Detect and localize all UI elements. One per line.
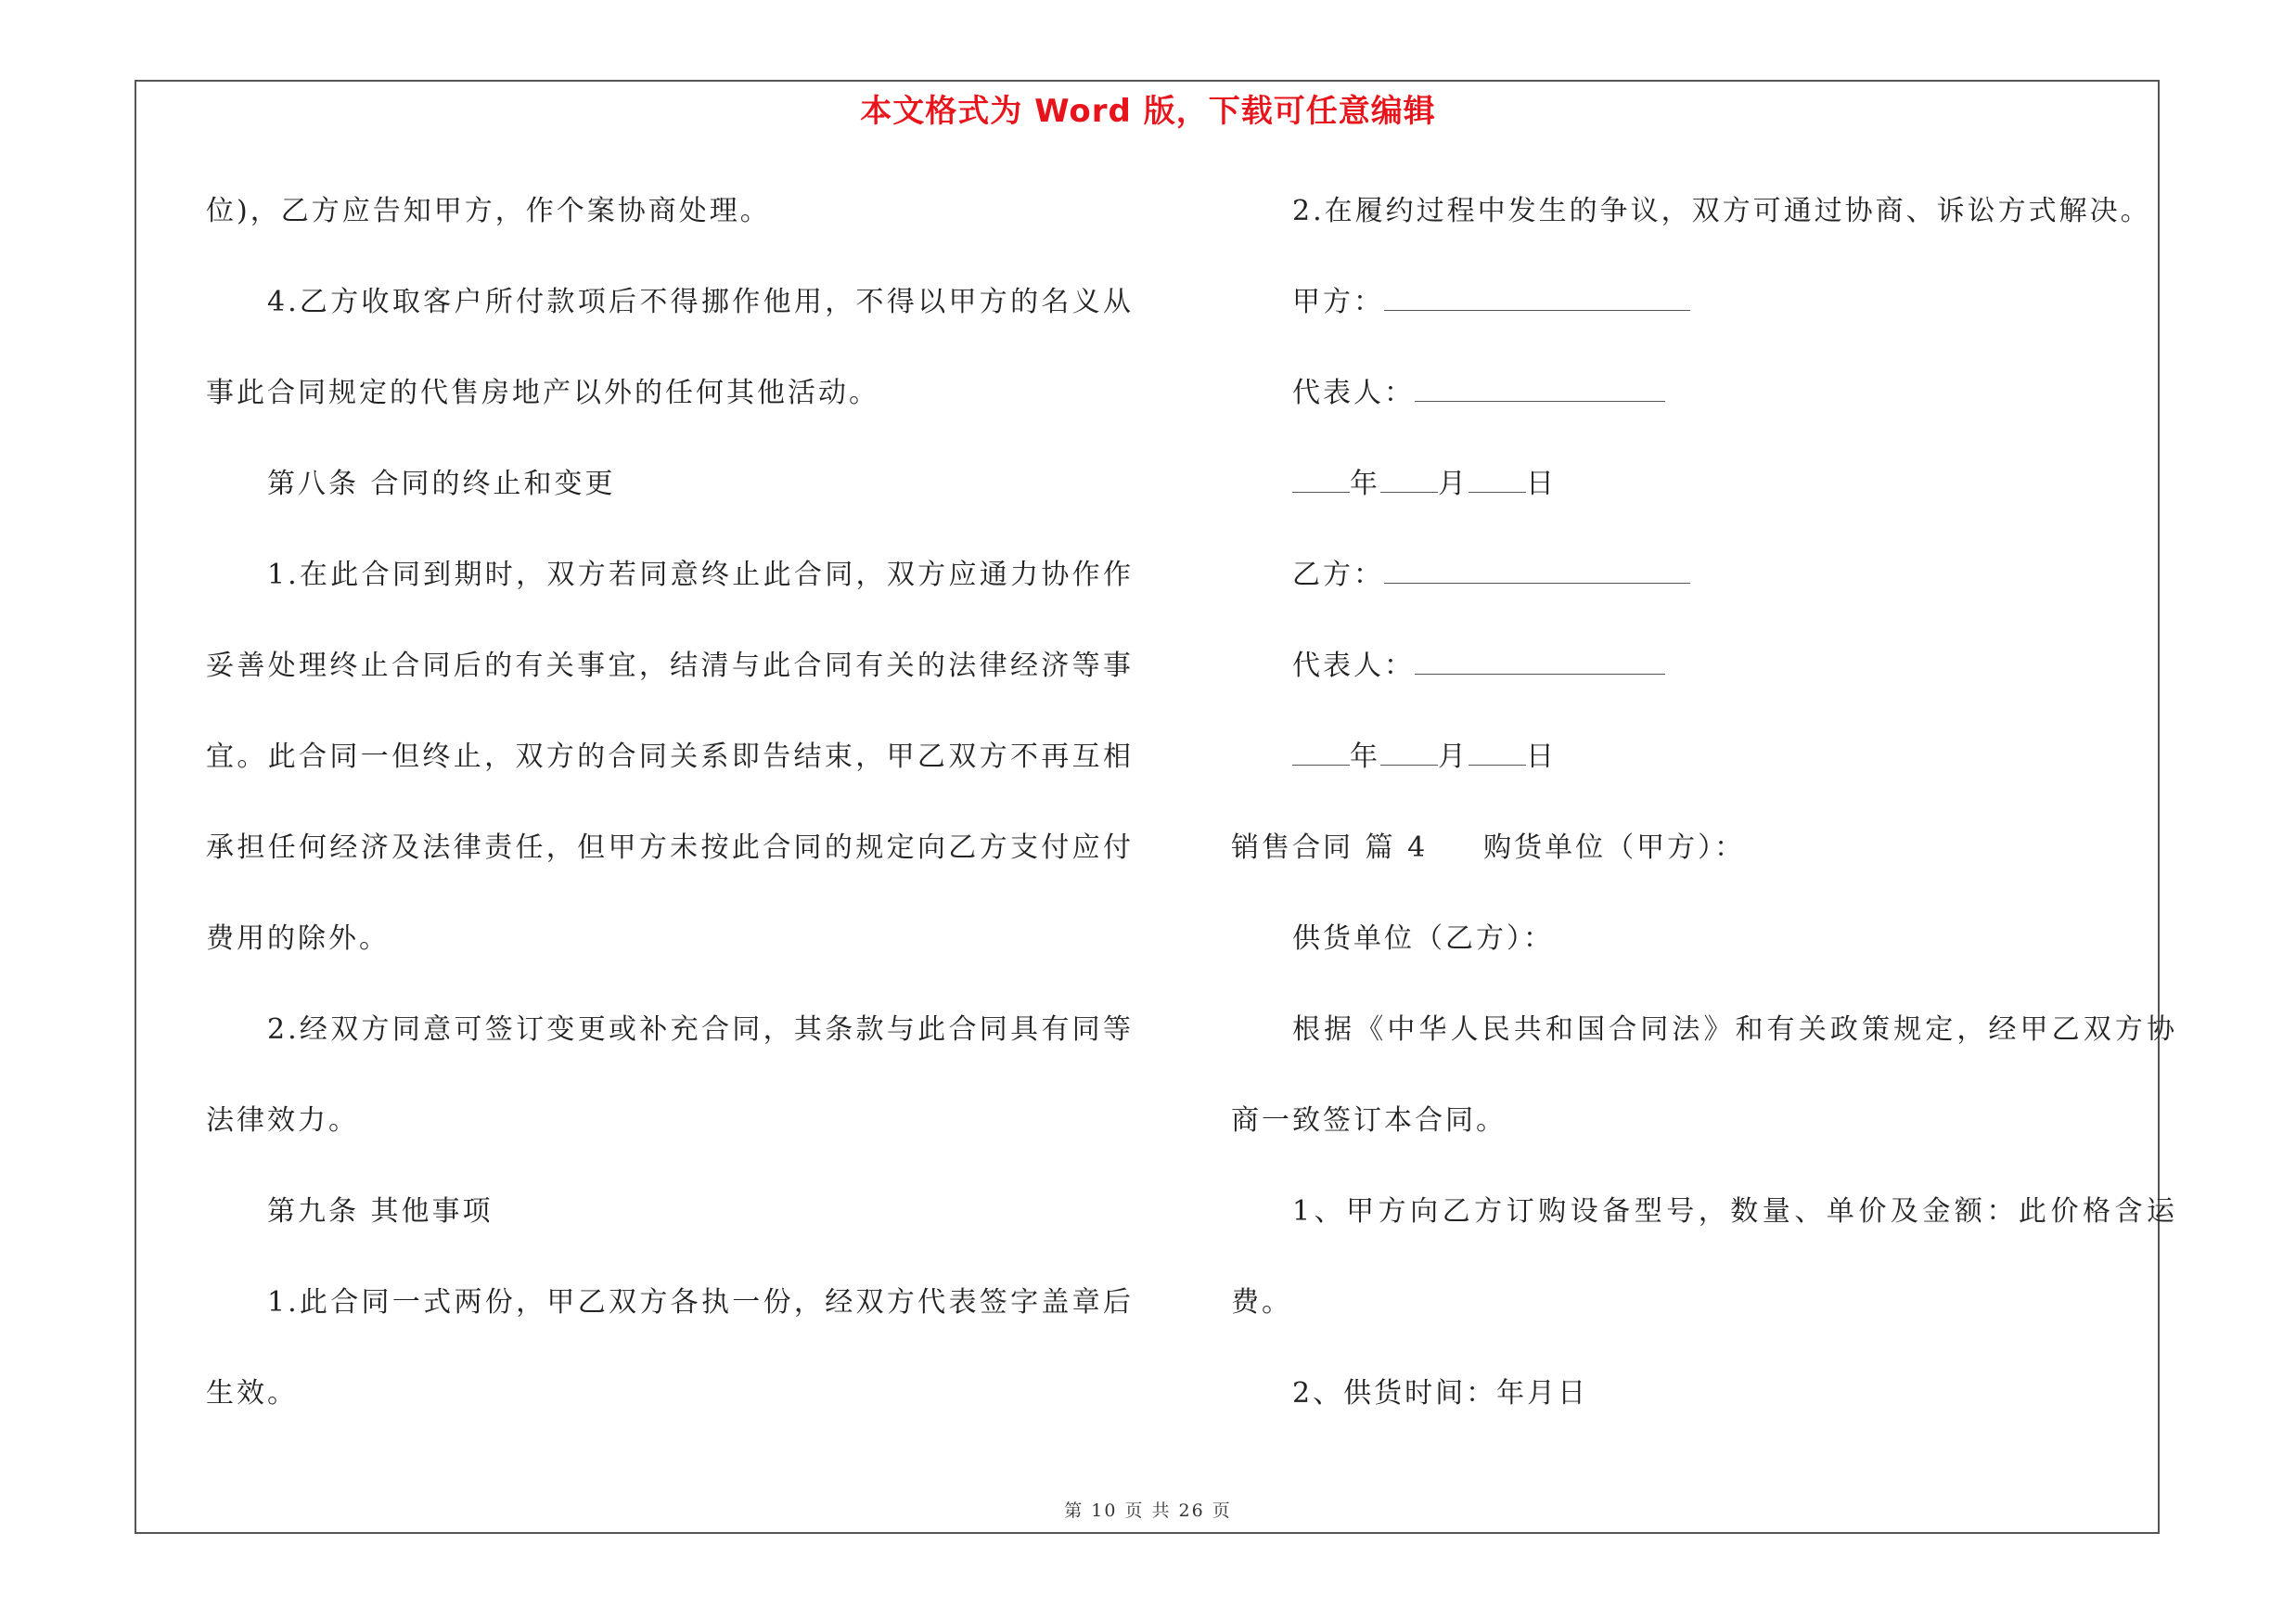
party-b-representative-line <box>1292 648 1665 685</box>
day-blank <box>1469 466 1526 493</box>
year-label: 年 <box>1350 741 1380 773</box>
year-label: 年 <box>1350 468 1380 500</box>
paragraph-line: 根据《中华人民共和国合同法》和有关政策规定，经甲乙双方协 <box>1292 1013 2177 1046</box>
day-label: 日 <box>1526 741 1557 773</box>
paragraph-line: 2.在履约过程中发生的争议，双方可通过协商、诉讼方式解决。 <box>1292 195 2151 227</box>
paragraph-line: 妥善处理终止合同后的有关事宜，结清与此合同有关的法律经济等事 <box>206 650 1134 682</box>
paragraph-line: 2.经双方同意可签订变更或补充合同，其条款与此合同具有同等 <box>267 1013 1134 1046</box>
paragraph-line: 位)，乙方应告知甲方，作个案协商处理。 <box>206 195 771 227</box>
month-label: 月 <box>1438 741 1469 773</box>
party-a-signature-line <box>1292 284 1690 321</box>
representative-label: 代表人： <box>1292 650 1415 682</box>
contract-title: 销售合同 篇 4 <box>1231 831 1429 864</box>
paragraph-line: 事此合同规定的代售房地产以外的任何其他活动。 <box>206 377 879 409</box>
section-heading: 第九条 其他事项 <box>267 1195 494 1228</box>
party-a-label: 甲方： <box>1292 286 1384 318</box>
party-b-label: 乙方： <box>1292 559 1384 591</box>
day-label: 日 <box>1526 468 1557 500</box>
month-blank <box>1380 739 1438 766</box>
signature-blank <box>1415 375 1665 402</box>
paragraph-line: 费。 <box>1231 1286 1292 1319</box>
signature-blank <box>1415 648 1665 675</box>
paragraph-line: 2、供货时间：年月日 <box>1292 1377 1589 1410</box>
year-blank <box>1292 466 1350 493</box>
section-heading: 第八条 合同的终止和变更 <box>267 468 616 500</box>
date-line <box>1292 466 1557 503</box>
buyer-label: 购货单位（甲方）： <box>1483 831 1746 864</box>
signature-blank <box>1384 284 1690 311</box>
contract-title-line <box>1231 830 1745 867</box>
paragraph-line: 费用的除外。 <box>206 922 390 955</box>
date-line <box>1292 739 1557 776</box>
party-b-signature-line <box>1292 557 1690 594</box>
paragraph-line: 承担任何经济及法律责任，但甲方未按此合同的规定向乙方支付应付 <box>206 831 1134 864</box>
page-number-footer: 第 10 页 共 26 页 <box>1064 1501 1232 1521</box>
party-a-representative-line <box>1292 375 1665 412</box>
month-blank <box>1380 466 1438 493</box>
signature-blank <box>1384 557 1690 584</box>
day-blank <box>1469 739 1526 766</box>
supplier-label: 供货单位（乙方）： <box>1292 922 1554 955</box>
paragraph-line: 生效。 <box>206 1377 298 1410</box>
paragraph-line: 法律效力。 <box>206 1104 359 1137</box>
paragraph-line: 宜。此合同一但终止，双方的合同关系即告结束，甲乙双方不再互相 <box>206 741 1134 773</box>
month-label: 月 <box>1438 468 1469 500</box>
paragraph-line: 1、甲方向乙方订购设备型号，数量、单价及金额：此价格含运 <box>1292 1195 2177 1228</box>
paragraph-line: 1.此合同一式两份，甲乙双方各执一份，经双方代表签字盖章后 <box>267 1286 1134 1319</box>
representative-label: 代表人： <box>1292 377 1415 409</box>
year-blank <box>1292 739 1350 766</box>
paragraph-line: 商一致签订本合同。 <box>1231 1104 1507 1137</box>
paragraph-line: 4.乙方收取客户所付款项后不得挪作他用，不得以甲方的名义从 <box>267 286 1134 318</box>
word-format-banner: 本文格式为 Word 版，下载可任意编辑 <box>860 93 1436 130</box>
paragraph-line: 1.在此合同到期时，双方若同意终止此合同，双方应通力协作作 <box>267 559 1134 591</box>
